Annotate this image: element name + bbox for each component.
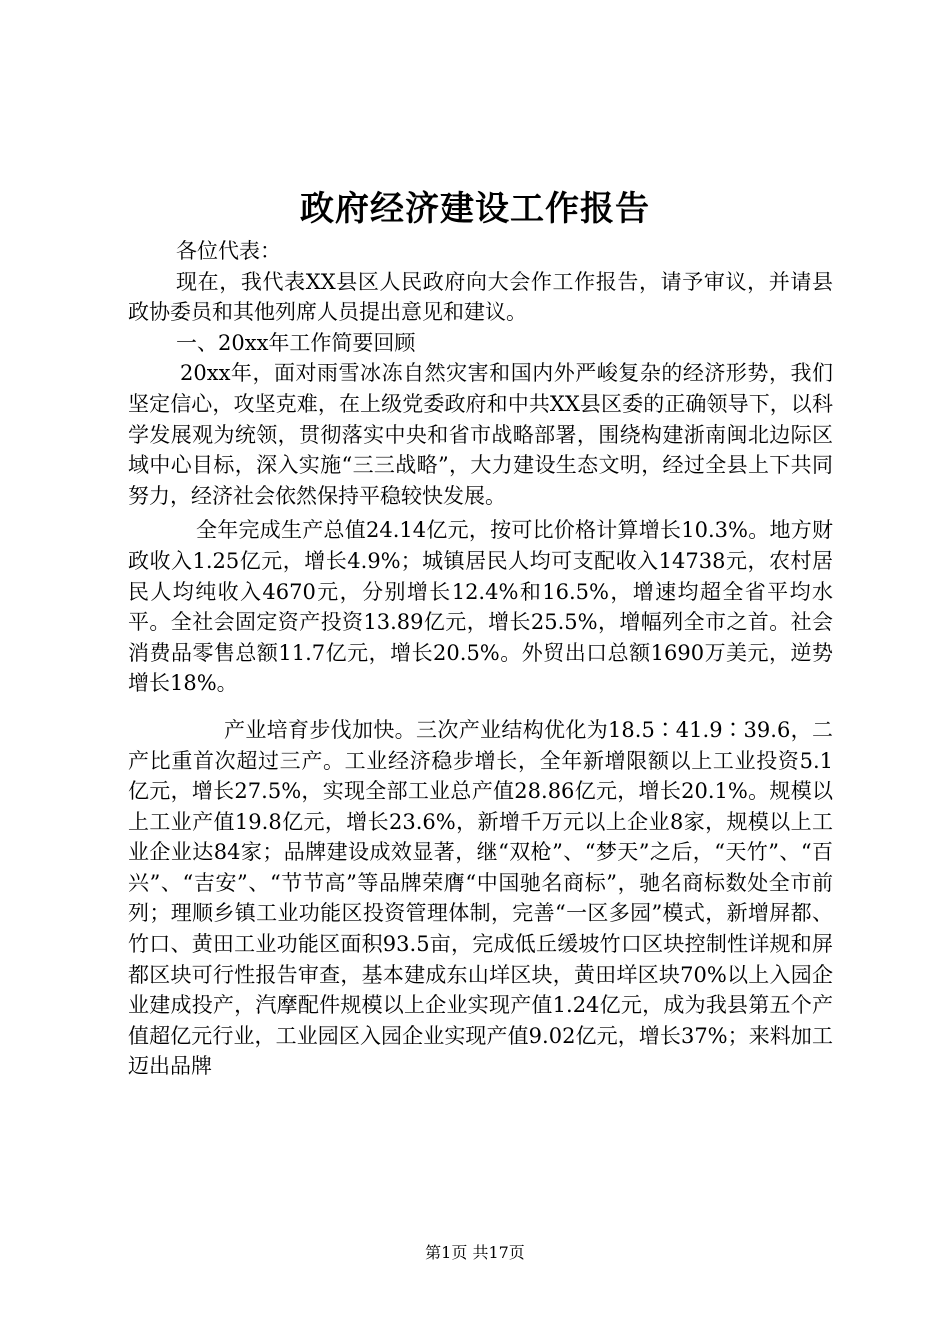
paragraph-overview: 20xx年，面对雨雪冰冻自然灾害和国内外严峻复杂的经济形势，我们坚定信心，攻坚克难，在上级党委政府和中共XX县区委的正确领导下，以科学发展观为统领，贯彻落实中央和省市战略部署，围绕构建浙南闽北边际区域中心目标，深入实施“三三战略”，大力建设生态文明，经过全县上下共同努力，经济社会依然保持平稳较快发展。 xyxy=(128,361,833,508)
document-title: 政府经济建设工作报告 xyxy=(300,189,650,229)
section-heading: 一、20xx年工作简要回顾 xyxy=(176,330,416,355)
page-number-footer: 第1页 共17页 xyxy=(425,1243,525,1262)
salutation: 各位代表： xyxy=(176,239,281,263)
intro-paragraph: 现在，我代表XX县区人民政府向大会作工作报告，请予审议，并请县政协委员和其他列席人员提出意见和建议。 xyxy=(128,269,833,325)
paragraph-industry: 产业培育步伐加快。三次产业结构优化为18.5∶41.9∶39.6，二产比重首次超过三产。工业经济稳步增长，全年新增限额以上工业投资5.1亿元，增长27.5%，实现全部工业总产值28.86亿元，增长20.1%。规模以上工业产值19.8亿元，增长23.6%，新增千万元以上企业8家，规模以上工业企业达84家；品牌建设成效显著，继“双枪”、“梦天”之后，“天竹”、“百兴”、“吉安”、“节节高”等品牌荣膺“中国驰名商标”，驰名商标数处全市前列；理顺乡镇工业功能区投资管理体制，完善“一区多园”模式，新增屏都、竹口、黄田工业功能区面积93.5亩，完成低丘缓坡竹口区块控制性详规和屏都区块可行性报告审查，基本建成东山垟区块，黄田垟区块70%以上入园企业建成投产，汽摩配件规模以上企业实现产值1.24亿元，成为我县第五个产值超亿元行业，工业园区入园企业实现产值9.02亿元，增长37%；来料加工迈出品牌 xyxy=(128,717,833,1079)
paragraph-indicators: 全年完成生产总值24.14亿元，按可比价格计算增长10.3%。地方财政收入1.25亿元，增长4.9%；城镇居民人均可支配收入14738元，农村居民人均纯收入4670元，分别增长12.4%和16.5%，增速均超全省平均水平。全社会固定资产投资13.89亿元，增长25.5%，增幅列全市之首。社会消费品零售总额11.7亿元，增长20.5%。外贸出口总额1690万美元，逆势增长18%。 xyxy=(128,518,833,696)
document-body xyxy=(128,236,833,1082)
